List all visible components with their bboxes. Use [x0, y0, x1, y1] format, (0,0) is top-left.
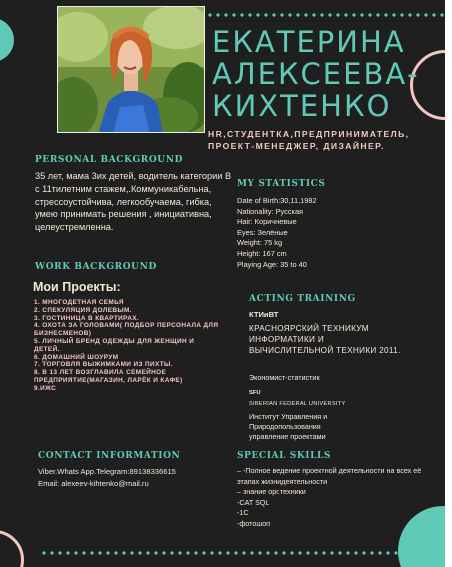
contact-phone: Viber.Whats App.Telegram:89138336615	[38, 467, 176, 476]
project-item: 8. В 13 ЛЕТ ВОЗГЛАВИЛА СЕМЕЙНОЕ ПРЕДПРИЯТИЕ(МАГАЗИН, ЛАРЁК И КАФЕ)	[34, 369, 183, 384]
school2-desc: Институт Управления и Природопользования управление проектами	[249, 412, 328, 442]
personal-heading: PERSONAL BACKGROUND	[35, 155, 183, 165]
skill-item: – знание орг.техники	[237, 487, 306, 497]
skills-heading: SPECIAL SKILLS	[237, 451, 332, 461]
projects-list	[34, 299, 219, 393]
project-item: 7. ТОРГОВЛЯ ВЫЖИМКАМИ ИЗ ПИХТЫ.	[34, 361, 173, 369]
projects-heading: Мои Проекты:	[33, 280, 121, 294]
name-line-2: АЛЕКСЕЕВА-	[212, 57, 420, 91]
roles-line-2: ПРОЕКТ-МЕНЕДЖЕР, ДИЗАЙНЕР.	[208, 141, 385, 151]
profile-photo	[57, 6, 205, 133]
personal-text: 35 лет, мама 3их детей, водитель категории В с 11тилетним стажем,.Коммуникабельна, стрессоустойчива, легкообучаема, гибка, умею принимать решения , инициативна, целеустремленна.	[35, 171, 232, 233]
contact-info	[38, 466, 176, 490]
skill-item: – -Полное ведение проектной деятельности на всех её этапах жизнидеятельности	[237, 466, 422, 486]
contact-heading: CONTACT INFORMATION	[38, 451, 181, 461]
school2-abbr: SFU	[249, 390, 261, 396]
skill-item: -CAT SQL	[237, 497, 270, 507]
profile-photo-image	[58, 7, 205, 133]
stat-height: Height: 167 cm	[237, 248, 287, 258]
stat-dob: Date of Birth:30,11,1982	[237, 196, 317, 205]
decor-circle-top-left	[0, 18, 14, 62]
decor-ring-bottom-left	[0, 530, 24, 567]
roles	[208, 128, 409, 152]
training-heading: ACTING TRAINING	[249, 294, 356, 304]
project-item: 9.ИЖС	[34, 384, 57, 392]
stat-playing-age: Playing Age: 35 to 40	[237, 259, 307, 269]
name-line-1: ЕКАТЕРИНА	[212, 25, 406, 59]
project-item: 4. ОХОТА ЗА ГОЛОВАМИ( ПОДБОР ПЕРСОНАЛА ДЛЯ БИЗНЕСМЕНОВ)	[34, 322, 219, 338]
decor-dots-top	[206, 13, 445, 17]
decor-dots-bottom	[40, 551, 420, 555]
stat-hair: Hair: Коричневые	[237, 217, 297, 227]
work-heading: WORK BACKGROUND	[35, 262, 157, 272]
project-item: 6. ДОМАШНИЙ ШОУРУМ	[34, 353, 119, 361]
name-line-3: КИХТЕНКО	[212, 89, 392, 123]
project-item: 3. ГОСТИНИЦА В КВАРТИРАХ.	[34, 314, 140, 322]
stats-list	[237, 196, 317, 270]
roles-line-1: HR,СТУДЕНТКА,ПРЕДПРИНИМАТЕЛЬ,	[208, 129, 410, 139]
stats-heading: MY STATISTICS	[237, 179, 326, 189]
skill-item: -фотошоп	[237, 518, 271, 528]
stat-nationality: Nationality: Русская	[237, 206, 304, 216]
school1-degree: Экономист-статистик	[249, 373, 320, 382]
school1-abbr: КТИиВТ	[249, 310, 279, 319]
contact-email: Email: alexeev-kihtenko@mail.ru	[38, 479, 149, 488]
skills-list	[237, 466, 422, 530]
school1-name: КРАСНОЯРСКИЙ ТЕХНИКУМ ИНФОРМАТИКИ И ВЫЧИСЛИТЕЛЬНОЙ ТЕХНИКИ 2011.	[249, 324, 401, 355]
stat-eyes: Eyes: Зелёные	[237, 227, 288, 237]
project-item: 2. СПЕКУЛЯЦИЯ ДОЛЕВЫМ.	[34, 306, 132, 314]
skill-item: -1С	[237, 508, 249, 518]
stat-weight: Weight: 75 kg	[237, 238, 283, 248]
right-margin-strip	[445, 0, 452, 567]
school2-name: SIBERIAN FEDERAL UNIVERSITY	[249, 401, 346, 407]
project-item: 1. МНОГОДЕТНАЯ СЕМЬЯ	[34, 299, 124, 306]
project-item: 5. ЛИЧНЫЙ БРЕНД ОДЕЖДЫ ДЛЯ ЖЕНЩИН И ДЕТЕЙ.	[34, 337, 195, 353]
